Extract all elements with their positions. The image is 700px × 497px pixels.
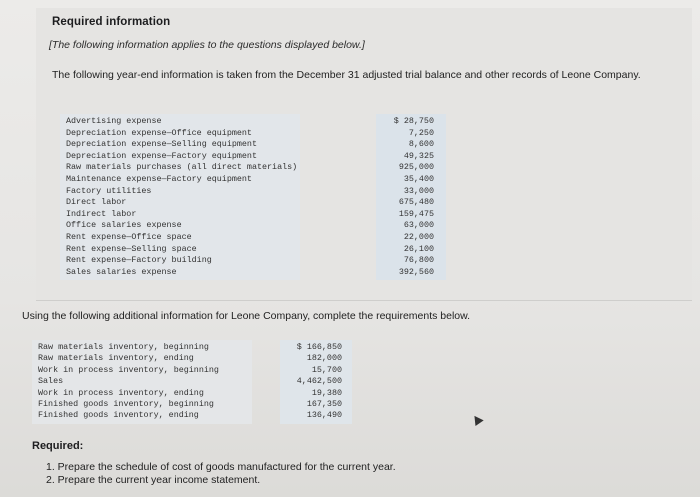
table-row-value: 136,490 <box>306 410 342 421</box>
additional-info-table <box>30 338 360 428</box>
table-row-label: Rent expense—Factory building <box>66 255 212 266</box>
trial-balance-table <box>58 110 444 280</box>
mouse-cursor-icon <box>470 413 483 426</box>
table-row-value: 33,000 <box>403 185 434 196</box>
table-row-value: 35,400 <box>403 174 434 184</box>
info-subtitle: [The following information applies to the questions displayed below.] <box>49 39 365 51</box>
requirements-list <box>46 461 396 487</box>
table-row-value: 675,480 <box>398 197 434 208</box>
required-information-title: Required information <box>52 16 171 28</box>
table-row-label: Depreciation expense—Office equipment <box>66 127 252 138</box>
table-row-value: 4,462,500 <box>296 376 342 387</box>
table-row-label: Indirect labor <box>66 208 137 219</box>
table-row-value: 7,250 <box>408 127 434 138</box>
table-row-label: Rent expense—Office space <box>66 232 192 242</box>
table-row-label: Advertising expense <box>66 116 162 126</box>
table-row-value: 182,000 <box>306 353 342 364</box>
intro-text: The following year-end information is taken from the December 31 adjusted trial balance and other records of Leone Company. <box>52 69 641 81</box>
requirement-item: 1. Prepare the schedule of cost of goods manufactured for the current year. <box>46 461 396 473</box>
table-row-label: Raw materials inventory, ending <box>38 353 194 364</box>
table-row-value: 159,475 <box>398 208 434 219</box>
table-row-label: Work in process inventory, ending <box>38 387 204 398</box>
table-row-label: Raw materials purchases (all direct materials) <box>66 162 298 173</box>
table-row-value: 15,700 <box>311 364 342 375</box>
requirement-item: 2. Prepare the current year income statement. <box>46 474 261 486</box>
table-row-label: Finished goods inventory, ending <box>38 410 199 421</box>
table-row-label: Office salaries expense <box>66 220 182 231</box>
table-row-value: 63,000 <box>403 220 434 231</box>
table-row-value: $ 28,750 <box>393 116 434 126</box>
table-row-label: Factory utilities <box>66 185 152 196</box>
table-row-label: Depreciation expense—Factory equipment <box>66 150 257 161</box>
table-row-label: Rent expense—Selling space <box>66 243 197 254</box>
table-row-value: 49,325 <box>403 150 434 161</box>
table-row-value: 76,800 <box>403 255 434 266</box>
table-row-label: Sales <box>38 376 64 387</box>
table-row-label: Sales salaries expense <box>66 266 177 277</box>
table-row-label: Finished goods inventory, beginning <box>38 399 214 409</box>
table-row-value: 392,560 <box>398 266 434 277</box>
table-row-value: 925,000 <box>398 162 434 173</box>
table-row-label: Raw materials inventory, beginning <box>38 342 209 352</box>
table-row-label: Maintenance expense—Factory equipment <box>66 174 252 184</box>
table-row-value: 26,100 <box>403 243 434 254</box>
required-label: Required: <box>32 440 84 452</box>
additional-info-heading: Using the following additional information for Leone Company, complete the requirements below. <box>22 310 471 322</box>
table-row-value: 8,600 <box>408 139 434 150</box>
table-row-label: Depreciation expense—Selling equipment <box>66 139 257 150</box>
table-row-value: 167,350 <box>306 399 342 409</box>
table-row-value: 19,380 <box>311 387 342 398</box>
table-row-label: Direct labor <box>66 197 127 208</box>
table-row-value: $ 166,850 <box>296 342 342 352</box>
table-row-label: Work in process inventory, beginning <box>38 364 219 375</box>
table-row-value: 22,000 <box>403 232 434 242</box>
